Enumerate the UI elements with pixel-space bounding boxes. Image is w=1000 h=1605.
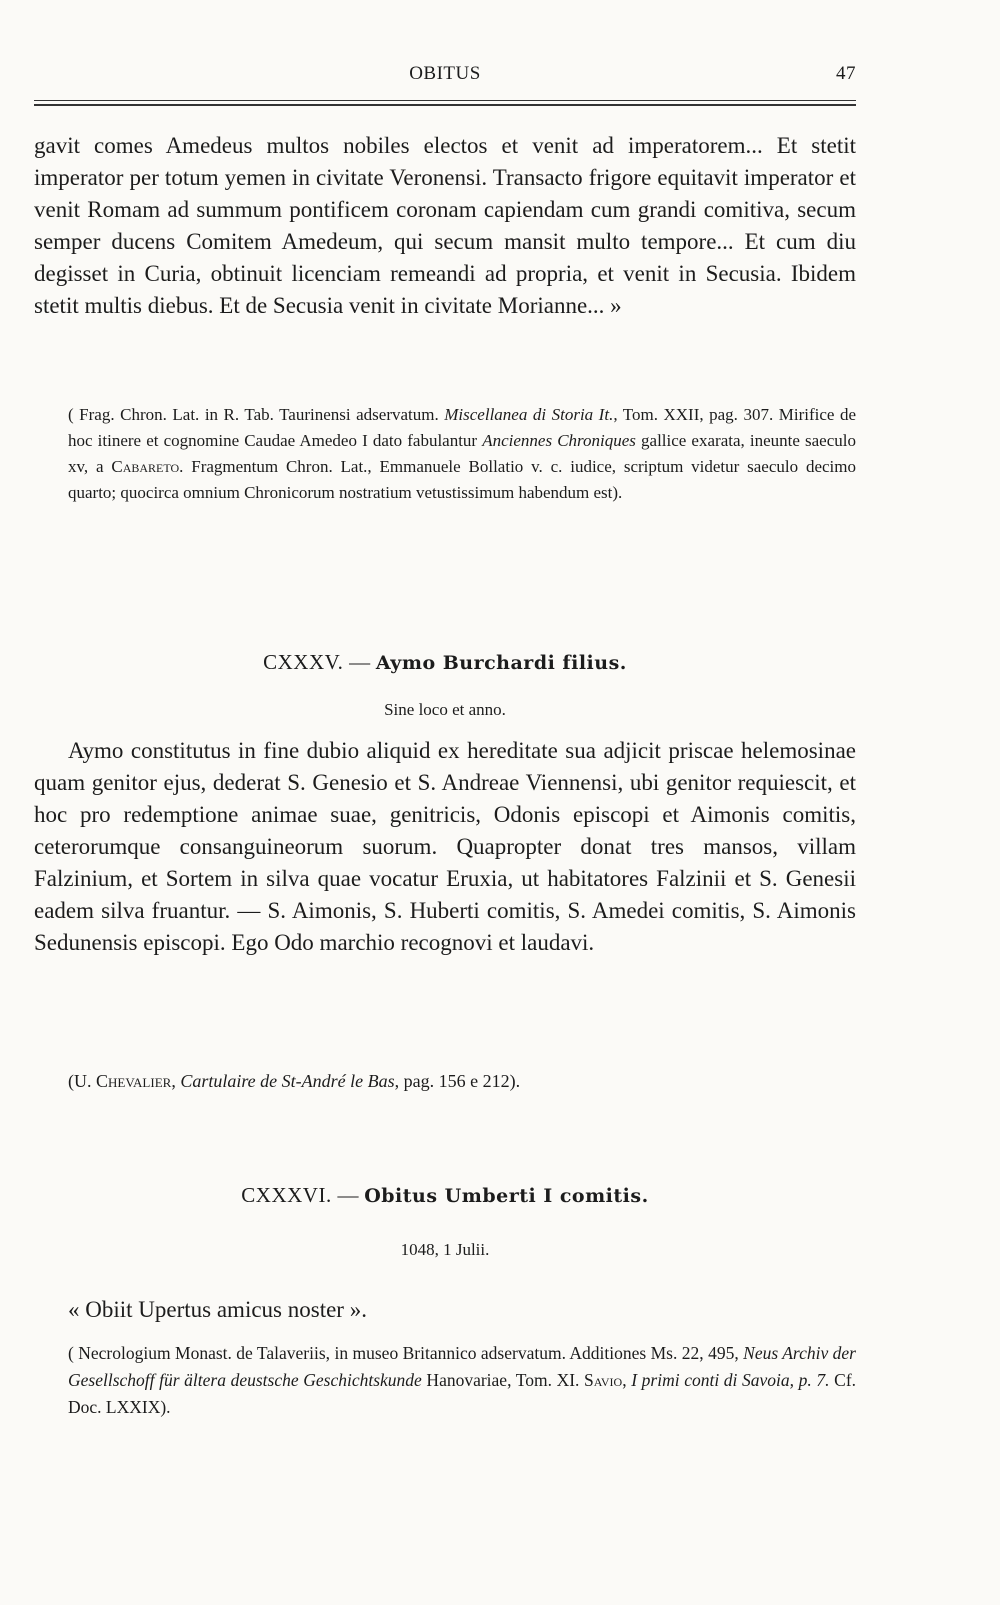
section-text: « Obiit Upertus amicus noster ».: [68, 1297, 367, 1322]
section-note: ( Necrologium Monast. de Talaveriis, in museo Britannico adservatum. Additiones Ms. 22, 495, Neus Archiv der Gesellschoff für ältera deustsche Geschichtskunde Hanovariae, Tom. XI. Savio, I primi conti di Savoia, p. 7. Cf. Doc. LXXIX).: [68, 1343, 857, 1417]
passage-continued: [34, 130, 856, 322]
section-number: CXXXVI. —: [241, 1183, 359, 1207]
header-rule-double: [34, 104, 856, 106]
section-date: 1048, 1 Julii.: [400, 1240, 490, 1259]
section-text: Aymo constitutus in fine dubio aliquid ex hereditate sua adjicit priscae helemosinae quam genitor ejus, dederat S. Genesio et S. Andreae Viennensi, ubi genitor requiescit, et hoc pro redemptione animae suae, genitricis, Odonis episcopi et Aimonis comitis, ceterorumque consanguineorum suorum. Quapropter donat tres mansos, villam Falzinium, et Sortem in silva quae vocatur Eruxia, ut habitatores Falzinii et S. Genesii eadem silva fruantur. — S. Aimonis, S. Huberti comitis, S. Amedei comitis, S. Aimonis Sedunensis episcopi. Ego Odo marchio recognovi et laudavi.: [34, 738, 856, 955]
section-note-136: [34, 1340, 856, 1421]
footnote-chronicle: [34, 402, 856, 506]
section-number: CXXXV. —: [263, 650, 371, 674]
section-heading-135: [34, 650, 856, 675]
footnote-text: ( Frag. Chron. Lat. in R. Tab. Taurinensi adservatum. Miscellanea di Storia It., Tom. XXII, pag. 307. Mirifice de hoc itinere et cognomine Caudae Amedeo I dato fabulantur Anciennes Chroniques gallice exarata, ineunte saeculo xv, a Cabareto. Fragmentum Chron. Lat., Emmanuele Bollatio v. c. iudice, scriptum videtur saeculo decimo quarto; quocirca omnium Chronicorum nostratium vetustissimum habendum est).: [68, 405, 856, 502]
running-title: OBITUS: [409, 63, 481, 84]
running-header: [34, 60, 856, 90]
section-title: Aymo Burchardi filius.: [375, 652, 627, 674]
passage-text: gavit comes Amedeus multos nobiles electos et venit ad imperatorem... Et stetit imperator per totum yemen in civitate Veronensi. Transacto frigore equitavit imperator et venit Romam ad summum pontificem coronam capiendam cum grandi comitiva, secum semper ducens Comitem Amedeum, qui secum mansit multo tempore... Et cum diu degisset in Curia, obtinuit licenciam remeandi ad propria, et venit in Secusia. Ibidem stetit multis diebus. Et de Secusia venit in civitate Morianne... »: [34, 133, 856, 318]
section-source-135: [34, 1068, 856, 1094]
section-date: Sine loco et anno.: [384, 700, 506, 719]
section-body-135: [34, 735, 856, 959]
header-rule: [34, 100, 856, 101]
section-date-135: [34, 700, 856, 720]
page-number: 47: [836, 63, 856, 84]
section-title: Obitus Umberti I comitis.: [364, 1185, 649, 1207]
section-heading-136: [34, 1183, 856, 1208]
section-source: (U. Chevalier, Cartulaire de St-André le Bas, pag. 156 e 212).: [68, 1071, 521, 1091]
section-body-136: [34, 1294, 856, 1326]
section-date-136: [34, 1240, 856, 1260]
